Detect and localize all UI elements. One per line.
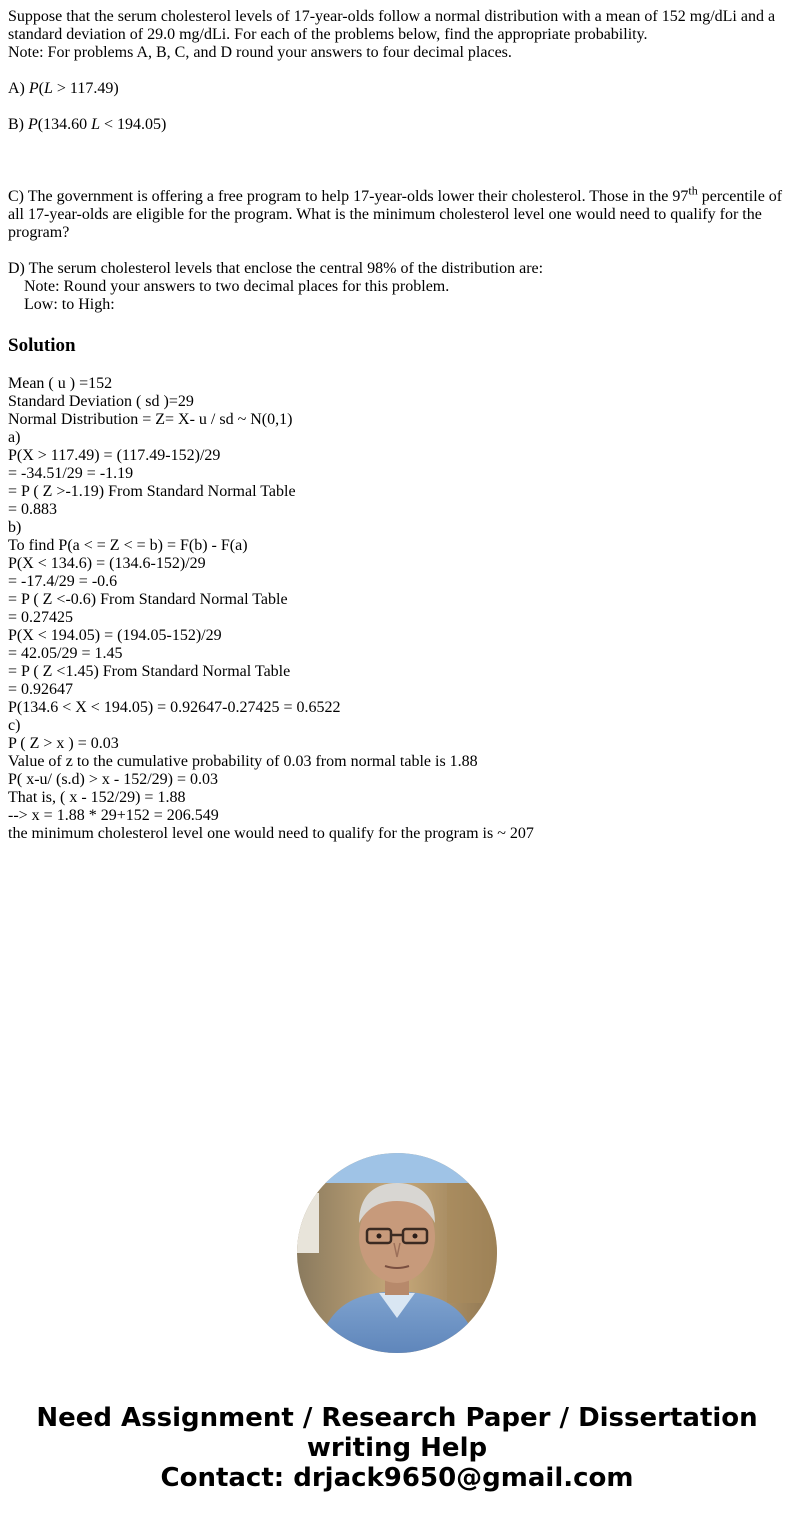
- solution-line: P( x-u/ (s.d) > x - 152/29) = 0.03: [8, 771, 219, 788]
- solution-line: P(134.6 < X < 194.05) = 0.92647-0.27425 = 0.6522: [8, 699, 341, 716]
- question-note: Note: For problems A, B, C, and D round your answers to four decimal places.: [8, 44, 512, 61]
- solution-line: P(X < 134.6) = (134.6-152)/29: [8, 555, 206, 572]
- solution-line: = 0.883: [8, 501, 58, 518]
- solution-line: = P ( Z <-0.6) From Standard Normal Table: [8, 591, 288, 608]
- question-a-rest: > 117.49): [52, 80, 119, 97]
- question-intro: Suppose that the serum cholesterol levels of 17-year-olds follow a normal distribution with a mean of 152 mg/dLi and a standard deviation of 29.0 mg/dLi. For each of the problems below, find the appropriate probability.: [8, 8, 776, 43]
- solution-line: Standard Deviation ( sd )=29: [8, 393, 194, 410]
- solution-line: = 42.05/29 = 1.45: [8, 645, 123, 662]
- question-b-var: L: [91, 116, 101, 133]
- question-d-lowhigh: Low: to High:: [24, 296, 115, 313]
- solution-line: Normal Distribution = Z= X- u / sd ~ N(0,1): [8, 411, 293, 428]
- question-d: D) The serum cholesterol levels that enclose the central 98% of the distribution are:: [8, 260, 544, 277]
- solution-line: = 0.92647: [8, 681, 74, 698]
- solution-line: --> x = 1.88 * 29+152 = 206.549: [8, 807, 219, 824]
- solution-line: P(X > 117.49) = (117.49-152)/29: [8, 447, 221, 464]
- solution-line: = P ( Z >-1.19) From Standard Normal Table: [8, 483, 296, 500]
- question-b-rest: < 194.05): [100, 116, 167, 133]
- question-a-p: P: [28, 80, 39, 97]
- avatar: [297, 1153, 497, 1353]
- question-b: [8, 116, 788, 134]
- question-a-open: (: [38, 80, 44, 97]
- solution-line: P ( Z > x ) = 0.03: [8, 735, 119, 752]
- solution-line: = -34.51/29 = -1.19: [8, 465, 134, 482]
- solution-line: P(X < 194.05) = (194.05-152)/29: [8, 627, 222, 644]
- solution-line: To find P(a < = Z < = b) = F(b) - F(a): [8, 537, 248, 554]
- question-b-open: (134.60: [37, 116, 92, 133]
- footer-contact-line: Contact: drjack9650@gmail.com: [160, 1463, 634, 1493]
- question-d-note: Note: Round your answers to two decimal places for this problem.: [24, 278, 450, 295]
- question-block: [8, 8, 788, 314]
- solution-line: a): [8, 429, 21, 446]
- solution-line: the minimum cholesterol level one would need to qualify for the program is ~ 207: [8, 825, 534, 842]
- solution-line: = -17.4/29 = -0.6: [8, 573, 118, 590]
- question-c: [8, 183, 788, 242]
- solution-line: b): [8, 519, 22, 536]
- question-c-part2: percentile of all 17-year-olds are eligible for the program. What is the minimum cholesterol level one would need to qualify for the program?: [8, 188, 783, 241]
- solution-line: That is, ( x - 152/29) = 1.88: [8, 789, 186, 806]
- footer-line-1: Need Assignment / Research Paper / Dissertation: [36, 1403, 758, 1433]
- question-a: [8, 80, 788, 98]
- question-a-var: L: [44, 80, 53, 97]
- footer-line-2: writing Help: [306, 1433, 488, 1463]
- solution-line: = P ( Z <1.45) From Standard Normal Table: [8, 663, 291, 680]
- solution-line: c): [8, 717, 21, 734]
- question-b-prefix: B): [8, 116, 28, 133]
- question-c-sup: th: [688, 183, 698, 198]
- solution-body: [8, 375, 788, 843]
- contact-footer: [0, 1403, 794, 1493]
- solution-line: Value of z to the cumulative probability of 0.03 from normal table is 1.88: [8, 753, 478, 770]
- solution-line: Mean ( u ) =152: [8, 375, 113, 392]
- question-c-part1: C) The government is offering a free program to help 17-year-olds lower their cholesterol. Those in the 97: [8, 188, 689, 205]
- question-b-p: P: [28, 116, 38, 133]
- solution-heading: Solution: [8, 335, 76, 356]
- question-a-prefix: A): [8, 80, 29, 97]
- solution-line: = 0.27425: [8, 609, 74, 626]
